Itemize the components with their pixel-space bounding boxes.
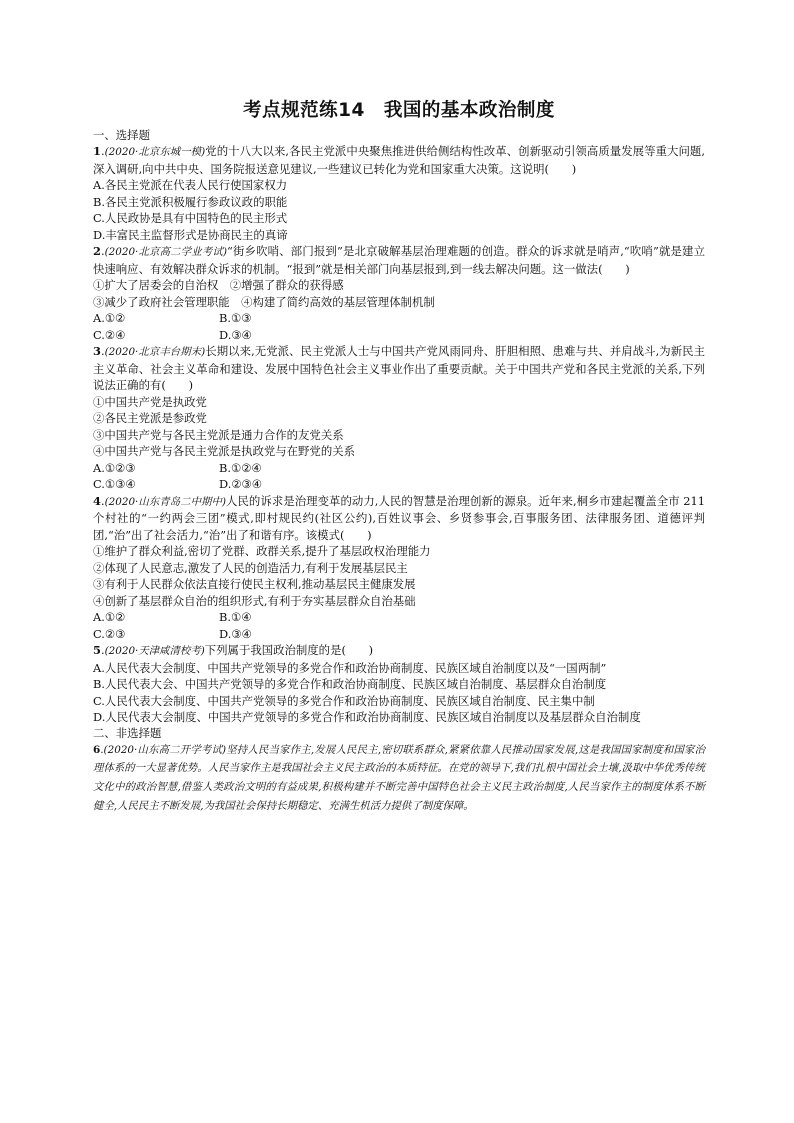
question-5 <box>93 642 705 726</box>
choice-d: D.③④ <box>219 327 252 342</box>
question-1-stem: 1.(2020·北京东城一模)党的十八大以来,各民主党派中央聚焦推进供给侧结构性改革、创新驱动引领高质量发展等重大问题,深入调研,向中共中央、国务院报送意见建议,一些建议已转化为党和国家重大决策。这说明( ) <box>93 144 706 176</box>
option-a: A.各民主党派在代表人民行使国家权力 <box>93 178 288 192</box>
question-text: 长期以来,无党派、民主党派人士与中国共产党风雨同舟、肝胆相照、患难与共、并肩战斗,为新民主主义革命、社会主义革命和建设、发展中国特色社会主义事业作出了重要贡献。关于中国共产党和各民主党派的关系,下列说法正确的有( ) <box>93 344 706 392</box>
statement-1: ①中国共产党是执政党 <box>93 394 207 409</box>
question-4 <box>93 493 705 643</box>
choice-a: A.①② <box>93 610 126 624</box>
statement-1: ①维护了群众利益,密切了党群、政群关系,提升了基层政权治理能力 <box>93 544 431 558</box>
question-number: 6 <box>93 743 101 756</box>
question-number: 2 <box>93 244 101 258</box>
statement-2: ②体现了人民意志,激发了人民的创造活力,有利于发展基层民主 <box>93 560 408 575</box>
question-4-stem: 4.(2020·山东青岛二中期中)人民的诉求是治理变革的动力,人民的智慧是治理创新的源泉。近年来,桐乡市建起覆盖全市 211个村社的“一约两会三团”模式,即村规民约(社区公约),百姓议事会、乡贤参事会,百事服务团、法律服务团、道德评判团,“治”出了社会活力,“治”出了和谐有序。该模式( ) <box>93 493 705 542</box>
question-number: 1 <box>93 144 101 158</box>
option-d: D.人民代表大会制度、中国共产党领导的多党合作和政治协商制度、民族区域自治制度以及基层群众自治制度 <box>93 710 641 724</box>
question-text: 坚持人民当家作主,发展人民民主,密切联系群众,紧紧依靠人民推动国家发展,这是我国国家制度和国家治理体系的一大显著优势。人民当家作主是我国社会主义民主政治的本质特征。在党的领导下,我们扎根中国社会土壤,汲取中华优秀传统文化中的政治智慧,借鉴人类政治文明的有益成果,积极构建并不断完善中国特色社会主义民主政治制度,人民当家作主的制度体系不断健全,人民民主不断发展,为我国社会保持长期稳定、充满生机活力提供了制度保障。 <box>93 743 705 812</box>
statement-3: ③中国共产党与各民主党派是通力合作的友党关系 <box>93 427 344 442</box>
choice-a: A.①② <box>93 311 126 325</box>
section-heading-choice: 一、选择题 <box>93 128 150 142</box>
choice-d: D.②③④ <box>219 477 262 491</box>
choice-c: C.②④ <box>93 327 126 342</box>
option-c: C.人民代表大会制度、中国共产党领导的多党合作和政治协商制度、民族区域自治制度、民主集中制 <box>93 693 595 708</box>
question-text: 人民的诉求是治理变革的动力,人民的智慧是治理创新的源泉。近年来,桐乡市建起覆盖全市 211个村社的“一约两会三团”模式,即村规民约(社区公约),百姓议事会、乡贤参事会,百事服务团、法律服务团、道德评判团,“治”出了社会活力,“治”出了和谐有序。该模式( ) <box>93 493 705 542</box>
choice-b: B.①④ <box>219 610 252 624</box>
question-source: (2020·山东高二开学考试) <box>103 743 227 756</box>
question-source: (2020·天津咸清校考) <box>104 645 205 657</box>
question-number: 5 <box>93 643 101 657</box>
question-3-stem: 3.(2020·北京丰台期末)长期以来,无党派、民主党派人士与中国共产党风雨同舟、肝胆相照、患难与共、并肩战斗,为新民主主义革命、社会主义革命和建设、发展中国特色社会主义事业作出了重要贡献。关于中国共产党和各民主党派的关系,下列说法正确的有( ) <box>93 344 706 392</box>
statement-line: ③减少了政府社会管理职能 ④构建了简约高效的基层管理体制机制 <box>93 294 435 309</box>
option-b: B.各民主党派积极履行参政议政的职能 <box>93 194 288 209</box>
question-2-stem: 2.(2020·北京高二学业考试)“街乡吹哨、部门报到”是北京破解基层治理难题的创造。群众的诉求就是哨声,“吹哨”就是建立快速响应、有效解决群众诉求的机制。“报到”就是相关部门向基层报到,到一线去解决问题。这一做法( ) <box>93 244 705 276</box>
statement-2: ②各民主党派是参政党 <box>93 411 207 425</box>
statement-line: ①扩大了居委会的自治权 ②增强了群众的获得感 <box>93 278 344 292</box>
choice-b: B.①③ <box>219 311 252 325</box>
question-number: 4 <box>93 493 101 508</box>
question-2 <box>93 243 705 343</box>
question-text: “街乡吹哨、部门报到”是北京破解基层治理难题的创造。群众的诉求就是哨声,“吹哨”就是建立快速响应、有效解决群众诉求的机制。“报到”就是相关部门向基层报到,到一线去解决问题。这一做法( ) <box>93 244 705 276</box>
question-source: (2020·山东青岛二中期中) <box>104 495 226 508</box>
choice-d: D.③④ <box>219 626 252 641</box>
section-heading-open: 二、非选择题 <box>93 725 162 740</box>
document-page <box>93 96 705 816</box>
question-3 <box>93 343 705 493</box>
choice-c: C.②③ <box>93 626 126 641</box>
page-title: 考点规范练14 我国的基本政治制度 <box>243 100 555 121</box>
question-source: (2020·北京丰台期末) <box>104 346 206 358</box>
question-1 <box>93 143 705 243</box>
choice-grid <box>93 310 705 343</box>
question-number: 3 <box>93 344 101 358</box>
choice-grid <box>93 609 705 642</box>
statement-4: ④创新了基层群众自治的组织形式,有利于夯实基层群众自治基础 <box>93 593 416 608</box>
option-a: A.人民代表大会制度、中国共产党领导的多党合作和政治协商制度、民族区域自治制度以及“一国两制” <box>93 660 607 675</box>
choice-b: B.①②④ <box>219 460 262 475</box>
question-source: (2020·北京东城一模) <box>104 146 206 158</box>
choice-a: A.①②③ <box>93 460 136 475</box>
option-c: C.人民政协是具有中国特色的民主形式 <box>93 211 288 225</box>
question-text: 党的十八大以来,各民主党派中央聚焦推进供给侧结构性改革、创新驱动引领高质量发展等重大问题,深入调研,向中共中央、国务院报送意见建议,一些建议已转化为党和国家重大决策。这说明( ) <box>93 144 706 176</box>
question-6 <box>93 741 705 816</box>
question-5-stem: 5.(2020·天津咸清校考)下列属于我国政治制度的是( ) <box>93 643 374 657</box>
choice-grid <box>93 460 705 493</box>
question-text: 下列属于我国政治制度的是( ) <box>204 643 374 657</box>
choice-c: C.①③④ <box>93 477 136 491</box>
question-source: (2020·北京高二学业考试) <box>104 246 228 258</box>
option-d: D.丰富民主监督形式是协商民主的真谛 <box>93 227 288 242</box>
statement-4: ④中国共产党与各民主党派是执政党与在野党的关系 <box>93 444 355 458</box>
statement-3: ③有利于人民群众依法直接行使民主权利,推动基层民主健康发展 <box>93 577 416 591</box>
question-6-material: 6.(2020·山东高二开学考试)坚持人民当家作主,发展人民民主,密切联系群众,紧紧依靠人民推动国家发展,这是我国国家制度和国家治理体系的一大显著优势。人民当家作主是我国社会主义民主政治的本质特征。在党的领导下,我们扎根中国社会土壤,汲取中华优秀传统文化中的政治智慧,借鉴人类政治文明的有益成果,积极构建并不断完善中国特色社会主义民主政治制度,人民当家作主的制度体系不断健全,人民民主不断发展,为我国社会保持长期稳定、充满生机活力提供了制度保障。 <box>93 743 705 812</box>
option-b: B.人民代表大会、中国共产党领导的多党合作和政治协商制度、民族区域自治制度、基层群众自治制度 <box>93 677 607 691</box>
